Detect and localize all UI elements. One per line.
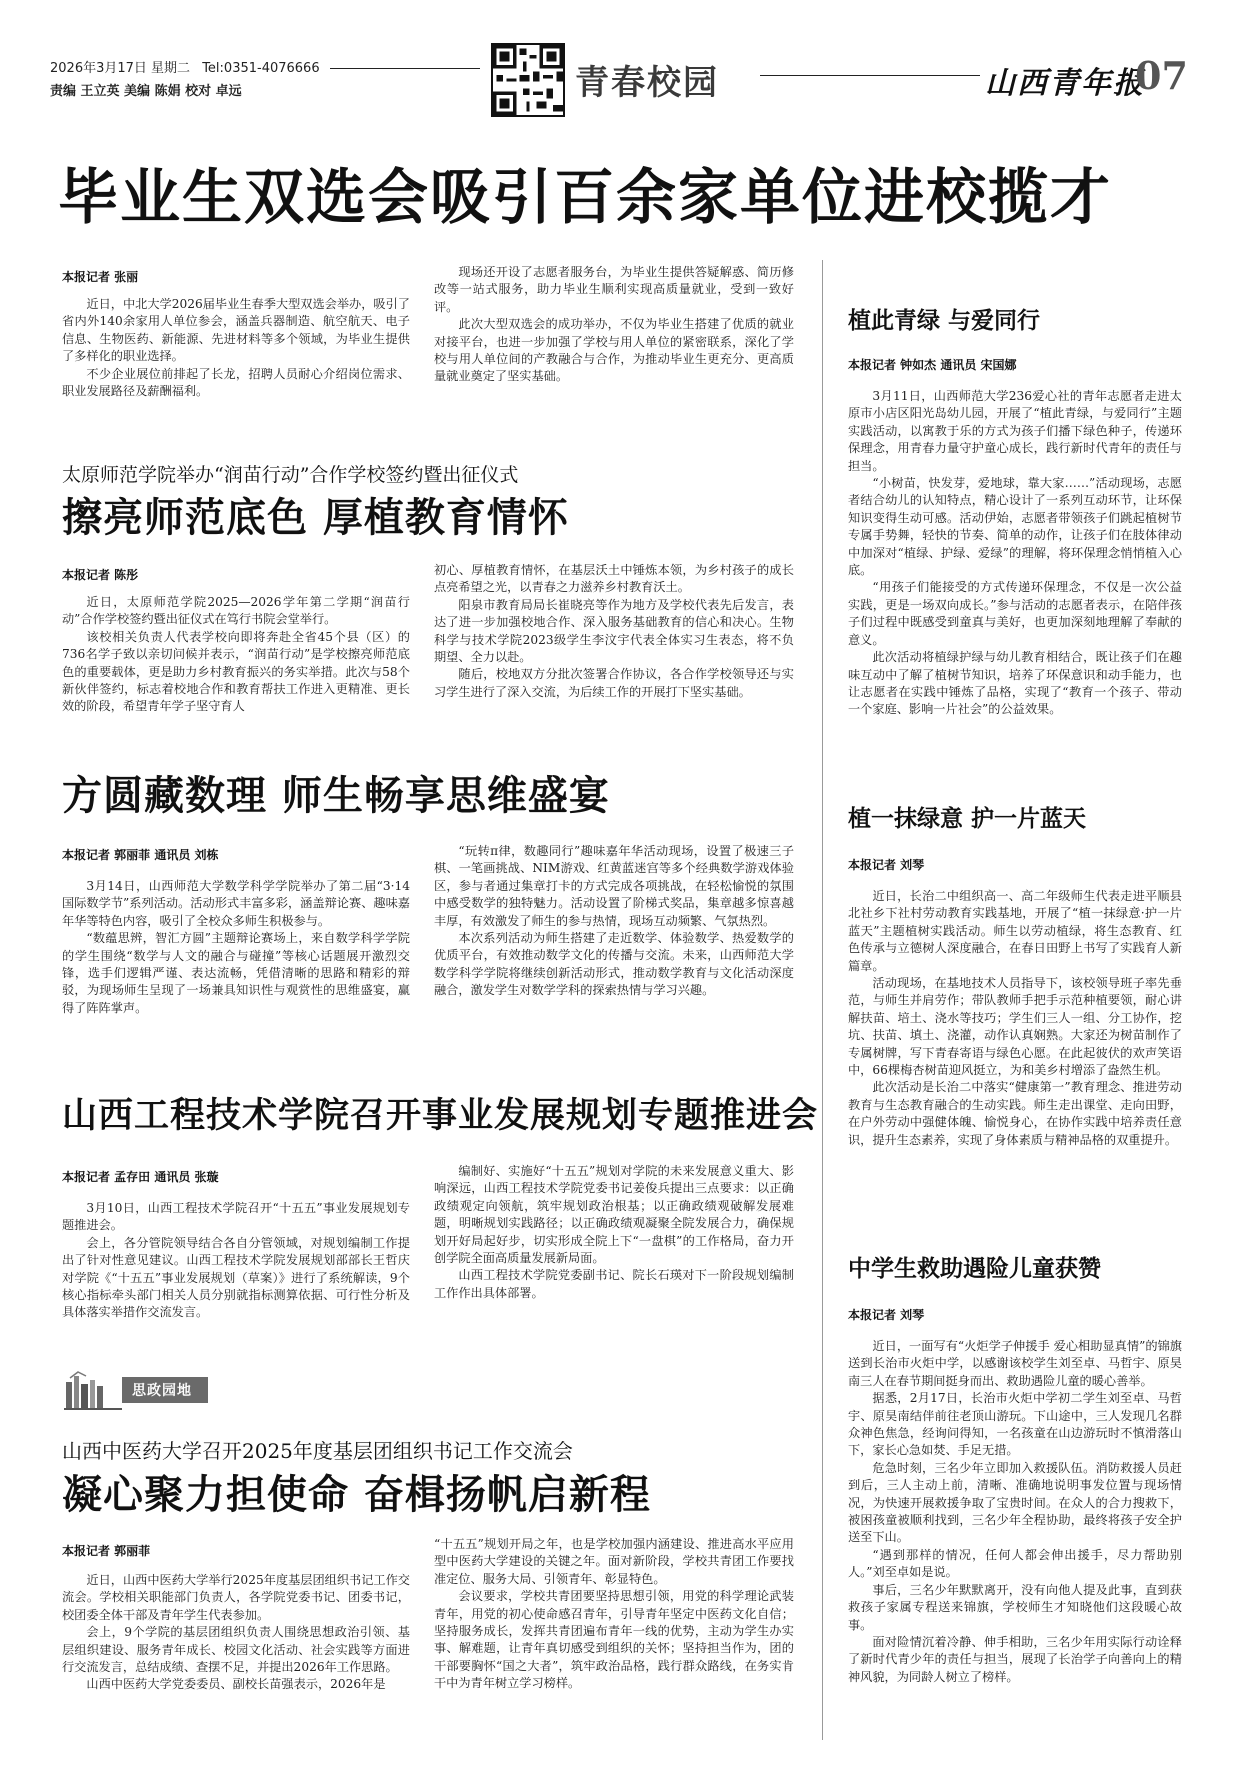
- paragraph: 近日，山西中医药大学举行2025年度基层团组织书记工作交流会。学校相关职能部门负责人，各学院党委书记、团委书记，校团委全体干部及青年学生代表参加。: [62, 1573, 410, 1622]
- section-name: 青春校园: [575, 63, 719, 103]
- paragraph: 3月14日，山西师范大学数学科学学院举办了第二届“3·14国际数学节”系列活动。活动形式丰富多彩，涵盖辩论赛、趣味嘉年华等特色内容，吸引了全校众多师生积极参与。: [62, 879, 410, 928]
- article5-pretitle: 山西中医药大学召开2025年度基层团组织书记工作交流会: [62, 1439, 573, 1463]
- issue-date-line: [50, 57, 320, 76]
- column-tag-label: 思政园地: [122, 1377, 208, 1403]
- issue-weekday: 星期二: [151, 61, 191, 76]
- paragraph: 事后，三名少年默默离开，没有向他人提及此事，直到获救孩子家属专程送来锦旗，学校师生才知晓他们这段暖心故事。: [848, 1582, 1182, 1632]
- paragraph: 3月11日，山西师范大学236爱心社的青年志愿者走进太原市小店区阳光岛幼儿园，开展了“植此青绿，与爱同行”主题实践活动，以寓教于乐的方式为孩子们播下绿色种子，传递环保理念，用青春力量守护童心成长，践行新时代青年的责任与担当。: [848, 389, 1182, 473]
- paragraph: 此次活动是长治二中落实“健康第一”教育理念、推进劳动教育与生态教育融合的生动实践。师生走出课堂、走向田野，在户外劳动中强健体魄、愉悦身心，在协作实践中培养责任意识，提升生态素养，实现了身体素质与精神品格的双重提升。: [848, 1080, 1182, 1147]
- paragraph: 近日，长治二中组织高一、高二年级师生代表走进平顺县北社乡下社村劳动教育实践基地，开展了“植一抹绿意·护一片蓝天”主题植树实践活动。师生以劳动植绿，将生态教育、红色传承与立德树人深度融合，在春日田野上书写了实践育人新篇章。: [848, 889, 1182, 973]
- article5-headline: 凝心聚力担使命 奋楫扬帆启新程: [62, 1471, 651, 1518]
- paragraph: 活动现场，在基地技术人员指导下，该校领导班子率先垂范，与师生并肩劳作；带队教师手把手示范种植要领，耐心讲解扶苗、培土、浇水等技巧；学生们三人一组、分工协作，挖坑、扶苗、填土、浇灌，动作认真娴熟。大家还为树苗制作了专属树牌，写下青春寄语与绿色心愿。在此起彼伏的欢声笑语中，66棵梅杏树苗迎风挺立，为和美乡村增添了盎然生机。: [848, 976, 1182, 1078]
- article5-byline: 本报记者 郭丽菲: [62, 1544, 151, 1558]
- side1-byline: 本报记者 钟如杰 通讯员 宋国娜: [848, 358, 1017, 372]
- newspaper-masthead: 山西青年报: [985, 66, 1145, 101]
- paragraph: 该校相关负责人代表学校向即将奔赴全省45个县（区）的736名学子致以亲切问候并表示，“润苗行动”是学校擦亮师范底色的重要载体，更是助力乡村教育振兴的务实举措。此次与58个新伙伴签约，标志着校地合作和教育帮扶工作进入更精准、更长效的阶段，希望青年学子坚守育人: [62, 629, 410, 714]
- side2-headline: 植一抹绿意 护一片蓝天: [848, 805, 1087, 832]
- article3-headline: 方圆藏数理 师生畅享思维盛宴: [62, 772, 610, 819]
- qr-code-icon[interactable]: [491, 43, 565, 117]
- paragraph: “数蕴思辨，智汇方圆”主题辩论赛场上，来自数学科学学院的学生围绕“数学与人文的融合与碰撞”等核心话题展开激烈交锋，选手们逻辑严谨、表达流畅，凭借清晰的思路和精彩的辩驳，为现场师生呈现了一场兼具知识性与观赏性的思维盛宴，赢得了阵阵掌声。: [62, 931, 410, 1015]
- article2-column-2: [434, 562, 794, 762]
- side2-byline: 本报记者 刘琴: [848, 858, 925, 872]
- paragraph: 会上，各分管院领导结合各自分管领域，对规划编制工作提出了针对性意见建议。山西工程技术学院发展规划部部长王哲庆对学院《“十五五”事业发展规划（草案）》进行了系统解读，9个核心指标牵头部门相关人员分别就指标测算依据、可行性分析及具体落实举措作交流发言。: [62, 1235, 410, 1320]
- paragraph: 阳泉市教育局局长崔晓亮等作为地方及学校代表先后发言，表达了进一步加强校地合作、深入服务基础教育的信心和决心。生物科学与技术学院2023级学生李汶宇代表全体实习生表态，将不负期望、全力以赴。: [434, 597, 794, 665]
- phone-number: Tel:0351-4076666: [202, 61, 320, 76]
- side2-body: [848, 888, 1182, 1208]
- lead-byline: 本报记者 张丽: [62, 270, 139, 284]
- paragraph: 初心、厚植教育情怀，在基层沃土中锤炼本领，为乡村孩子的成长点亮希望之光，以青春之力滋养乡村教育沃土。: [434, 563, 794, 595]
- lead-column-2: [434, 264, 794, 414]
- column-tag: [64, 1370, 208, 1410]
- side3-body: [848, 1338, 1182, 1758]
- paragraph: 面对险情沉着冷静、伸手相助，三名少年用实际行动诠释了新时代青少年的责任与担当，展现了长治学子向善向上的精神风貌，为同龄人树立了榜样。: [848, 1634, 1182, 1684]
- article5-column-1: [62, 1572, 410, 1762]
- paragraph: “十五五”规划开局之年，也是学校加强内涵建设、推进高水平应用型中医药大学建设的关键之年。面对新阶段，学校共青团工作要找准定位、服务大局、引领青年、彰显特色。: [434, 1537, 794, 1586]
- paragraph: 3月10日，山西工程技术学院召开“十五五”事业发展规划专题推进会。: [62, 1201, 410, 1233]
- side3-byline: 本报记者 刘琴: [848, 1308, 925, 1322]
- paragraph: “小树苗，快发芽，爱地球，靠大家……”活动现场，志愿者结合幼儿的认知特点，精心设计了一系列互动环节，让环保知识变得生动可感。活动伊始，志愿者带领孩子们跳起植树节专属手势舞，轻快的节奏、简单的动作，让孩子们在肢体律动中加深对“植绿、护绿、爱绿”的理解，将环保理念悄悄植入心底。: [848, 476, 1182, 578]
- page-number: 07: [1135, 53, 1188, 98]
- paragraph: 危急时刻，三名少年立即加入救援队伍。消防救援人员赶到后，三人主动上前，清晰、准确地说明事发位置与现场情况，为快速开展救援争取了宝贵时间。在众人的合力搜救下，被困孩童被顺利找到，三名少年全程协助，最终将孩子安全护送至下山。: [848, 1460, 1182, 1545]
- column-divider: [822, 260, 823, 1740]
- paragraph: 编制好、实施好“十五五”规划对学院的未来发展意义重大、影响深远，山西工程技术学院党委书记姜俊兵提出三点要求：以正确政绩观定向领航，筑牢规划政治根基；以正确政绩观破解发展难题，明晰规划实践路径；以正确政绩观凝聚全院发展合力，确保规划开好局起好步，切实形成全院上下“一盘棋”的工作格局，奋力开创学院全面高质量发展新局面。: [434, 1164, 794, 1266]
- article3-column-1: [62, 878, 410, 1056]
- paragraph: “用孩子们能接受的方式传递环保理念，不仅是一次公益实践，更是一场双向成长。”参与活动的志愿者表示，在陪伴孩子们过程中既感受到童真与美好，也更加深刻地理解了奉献的意义。: [848, 580, 1182, 647]
- lead-headline: 毕业生双选会吸引百余家单位进校揽才: [58, 163, 1112, 233]
- paragraph: 近日，中北大学2026届毕业生春季大型双选会举办，吸引了省内外140余家用人单位参会，涵盖兵器制造、航空航天、电子信息、生物医药、新能源、先进材料等多个领域，为毕业生提供了多样化的职业选择。: [62, 297, 410, 364]
- article2-headline: 擦亮师范底色 厚植教育情怀: [62, 494, 569, 541]
- paragraph: 本次系列活动为师生搭建了走近数学、体验数学、热爱数学的优质平台，有效推动数学文化的传播与交流。未来，山西师范大学数学科学学院将继续创新活动形式，推动数学教育与文化活动深度融合，激发学生对数学学科的探索热情与学习兴趣。: [434, 931, 794, 998]
- side1-headline: 植此青绿 与爱同行: [848, 307, 1041, 334]
- article2-byline: 本报记者 陈彤: [62, 568, 139, 582]
- paragraph: 会议要求，学校共青团要坚持思想引领，用党的科学理论武装青年，用党的初心使命感召青年，引导青年坚定中医药文化自信；坚持服务成长，发挥共青团遍布青年一线的优势，主动为学生办实事、解难题，让青年真切感受到组织的关怀；坚持担当作为，团的干部要胸怀“国之大者”，筑牢政治品格，践行群众路线，在务实肯干中为青年树立学习榜样。: [434, 1589, 794, 1691]
- article3-byline: 本报记者 郭丽菲 通讯员 刘栋: [62, 848, 219, 862]
- header-rule-left: [330, 68, 480, 69]
- paragraph: 山西工程技术学院党委副书记、院长石瑛对下一阶段规划编制工作作出具体部署。: [434, 1268, 794, 1300]
- paragraph: “遇到那样的情况，任何人都会伸出援手，尽力帮助别人。”刘至卓如是说。: [848, 1547, 1182, 1580]
- paragraph: “玩转π律，数趣同行”趣味嘉年华活动现场，设置了极速三子棋、一笔画挑战、NIM游戏、红黄蓝迷宫等多个经典数学游戏体验区，参与者通过集章打卡的方式完成各项挑战，在轻松愉悦的氛围中感受数学的独特魅力。活动设置了阶梯式奖品，集章越多惊喜越丰厚，有效激发了师生的参与热情，现场互动频繁、气氛热烈。: [434, 844, 794, 928]
- side1-body: [848, 388, 1182, 752]
- paragraph: 据悉，2月17日，长治市火炬中学初二学生刘至卓、马哲宇、原昊南结伴前往老顶山游玩。下山途中，三人发现几名群众神色焦急，经询问得知，一名孩童在山边游玩时不慎滑落山下，家长心急如焚、手足无措。: [848, 1391, 1182, 1458]
- paragraph: 现场还开设了志愿者服务台，为毕业生提供答疑解惑、简历修改等一站式服务，助力毕业生顺利实现高质量就业，受到一致好评。: [434, 265, 794, 314]
- article4-headline: 山西工程技术学院召开事业发展规划专题推进会: [62, 1095, 819, 1136]
- paragraph: 此次大型双选会的成功举办，不仅为毕业生搭建了优质的就业对接平台，也进一步加强了学校与用人单位的紧密联系，深化了学校与用人单位间的产教融合与合作，为推动毕业生更充分、更高质量就业奠定了坚实基础。: [434, 317, 794, 384]
- paragraph: 此次活动将植绿护绿与幼儿教育相结合，既让孩子们在趣味互动中了解了植树节知识，培养了环保意识和动手能力，也让志愿者在实践中锤炼了品格，实现了“教育一个孩子、带动一个家庭、影响一片社会”的公益效果。: [848, 650, 1182, 717]
- paragraph: 随后，校地双方分批次签署合作协议，各合作学校领导还与实习学生进行了深入交流，为后续工作的开展打下坚实基础。: [434, 667, 794, 699]
- paragraph: 会上，9个学院的基层团组织负责人围绕思想政治引领、基层组织建设、服务青年成长、校园文化活动、社会实践等方面进行交流发言，总结成绩、查摆不足，并提出2026年工作思路。: [62, 1625, 410, 1675]
- header-rule-right: [760, 75, 980, 76]
- article3-column-2: [434, 843, 794, 1053]
- editor-credits: 责编 王立英 美编 陈娟 校对 卓远: [50, 84, 242, 99]
- article5-column-2: [434, 1536, 794, 1762]
- paragraph: 山西中医药大学党委委员、副校长苗强表示，2026年是: [86, 1677, 386, 1692]
- paragraph: 近日，太原师范学院2025—2026学年第二学期“润苗行动”合作学校签约暨出征仪式在笃行书院会堂举行。: [62, 595, 410, 627]
- paragraph: 近日，一面写有“火炬学子伸援手 爱心相助显真情”的锦旗送到长治市火炬中学，以感谢该校学生刘至卓、马哲宇、原昊南三人在春节期间挺身而出、救助遇险儿童的暖心善举。: [848, 1339, 1182, 1388]
- article4-column-1: [62, 1200, 410, 1340]
- paragraph: 不少企业展位前排起了长龙，招聘人员耐心介绍岗位需求、职业发展路径及薪酬福利。: [62, 366, 410, 399]
- article4-column-2: [434, 1163, 794, 1343]
- side3-headline: 中学生救助遇险儿童获赞: [848, 1255, 1101, 1282]
- issue-date: 2026年3月17日: [50, 61, 147, 76]
- article2-pretitle: 太原师范学院举办“润苗行动”合作学校签约暨出征仪式: [62, 464, 519, 486]
- article2-column-1: [62, 594, 410, 769]
- books-icon: [64, 1370, 122, 1410]
- article4-byline: 本报记者 孟存田 通讯员 张璇: [62, 1170, 219, 1184]
- lead-column-1: [62, 296, 410, 426]
